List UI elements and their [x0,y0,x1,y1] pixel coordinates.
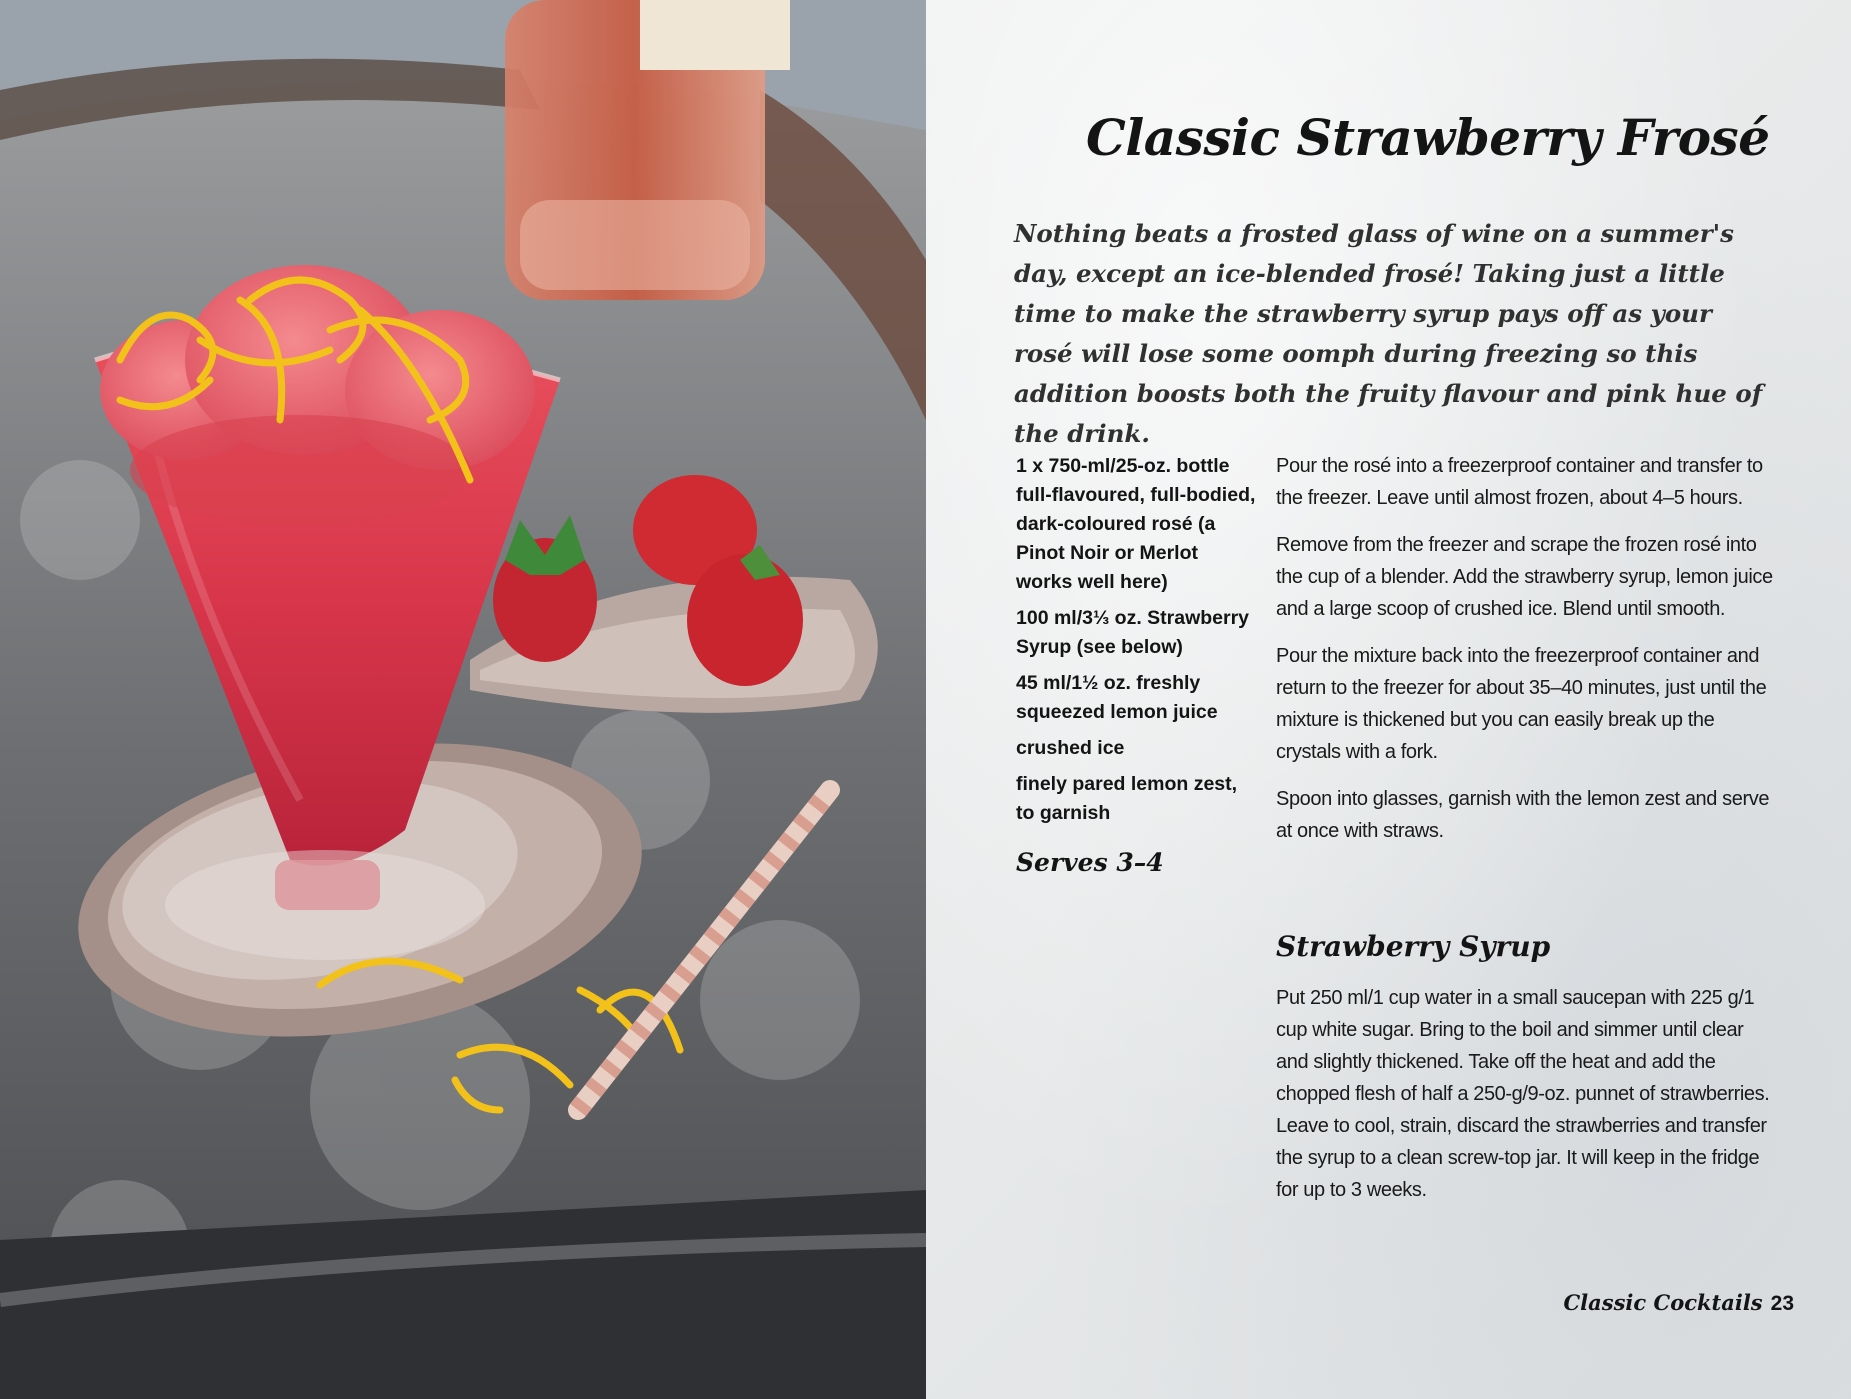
ingredient-item: finely pared lemon zest, to garnish [1016,773,1238,824]
page-number: 23 [1770,1292,1794,1315]
page-footer [1534,1290,1794,1316]
method-step: Pour the rosé into a freezerproof container and transfer to the freezer. Leave until almost frozen, about 4–5 hours. [1276,455,1763,509]
method-step: Remove from the freezer and scrape the frozen rosé into the cup of a blender. Add the strawberry syrup, lemon juice and a large scoop of crushed ice. Blend until smooth. [1276,534,1773,620]
recipe-page [926,0,1851,1399]
syrup-heading: Strawberry Syrup [1276,930,1551,963]
ingredient-item: 1 x 750-ml/25-oz. bottle full-flavoured, full-bodied, dark-coloured rosé (a Pinot Noir or Merlot works well here) [1016,455,1256,593]
rose-bottle [505,0,790,300]
ingredient-item: crushed ice [1016,737,1125,759]
serves-label: Serves 3–4 [1016,848,1164,877]
syrup-instructions: Put 250 ml/1 cup water in a small saucepan with 225 g/1 cup white sugar. Bring to the boil and simmer until clear and slightly thickened. Take off the heat and add the chopped flesh of half a 250-g/9-oz. punnet of strawberries. Leave to cool, strain, discard the strawberries and transfer the syrup to a clean screw-top jar. It will keep in the fridge for up to 3 weeks. [1276,987,1770,1201]
ingredients-list [1016,452,1256,835]
ingredient-item: 45 ml/1½ oz. freshly squeezed lemon juice [1016,672,1218,723]
recipe-title: Classic Strawberry Frosé [1086,108,1770,167]
recipe-intro: Nothing beats a frosted glass of wine on a summer's day, except an ice-blended frosé! Taking just a little time to make the strawberry syrup pays off as your rosé will lose some oomph during freezing so this addition boosts both the fruity flavour and pink hue of the drink. [1014,219,1763,448]
section-name: Classic Cocktails [1563,1290,1763,1315]
method-steps [1276,450,1776,862]
method-step: Spoon into glasses, garnish with the lemon zest and serve at once with straws. [1276,788,1770,842]
method-step: Pour the mixture back into the freezerproof container and return to the freezer for about 35–40 minutes, just until the mixture is thickened but you can easily break up the crystals with a fork. [1276,645,1767,763]
strawberry [687,554,803,686]
ingredient-item: 100 ml/3⅓ oz. Strawberry Syrup (see below) [1016,607,1250,658]
